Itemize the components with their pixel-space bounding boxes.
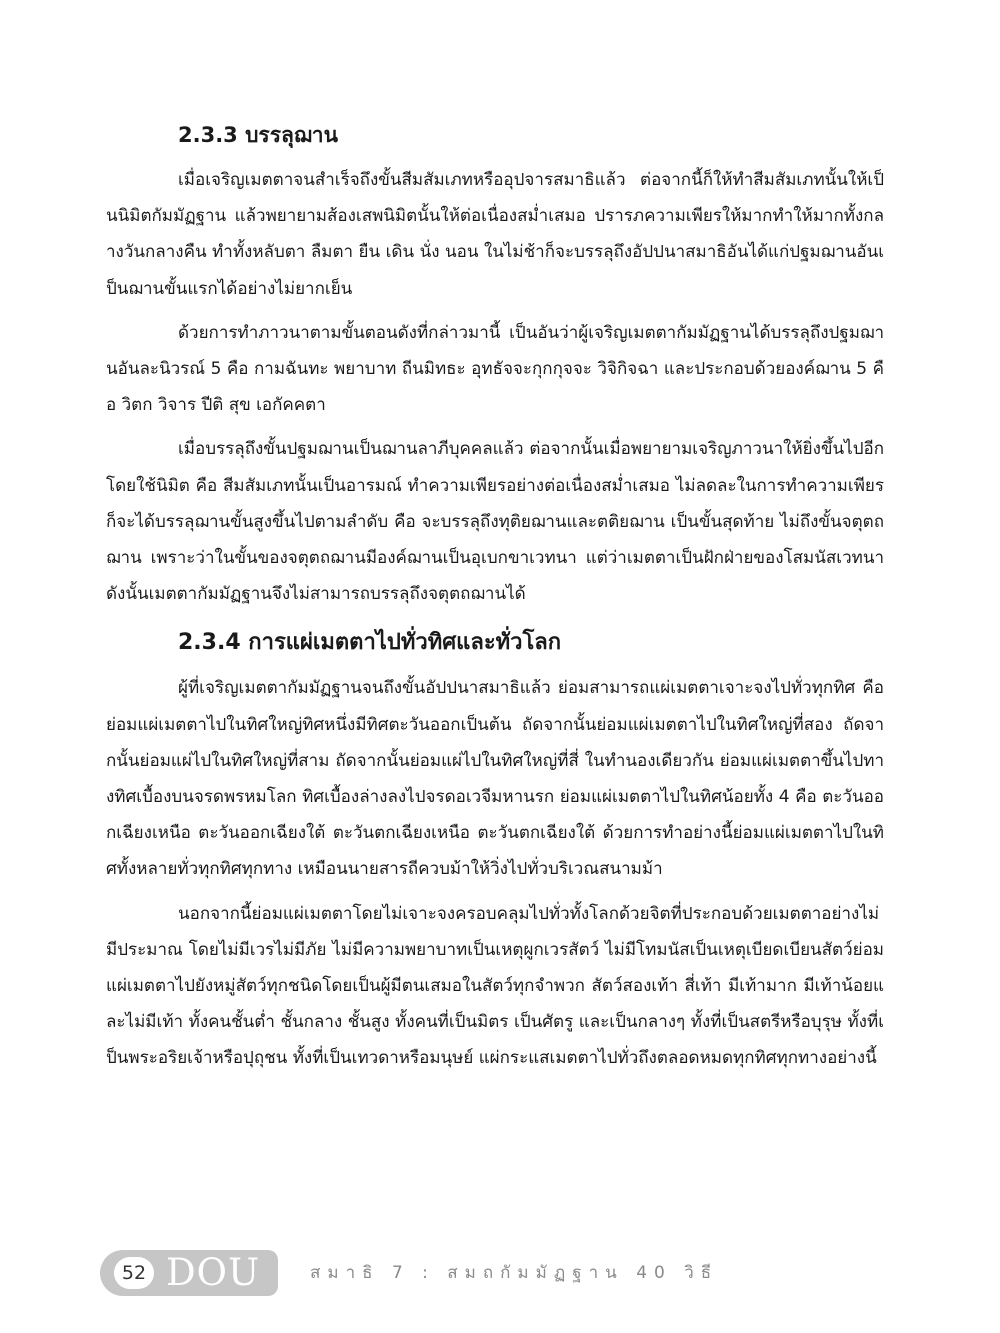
brand-logo: DOU (166, 1251, 261, 1294)
page-content (106, 118, 884, 1085)
section-2-3-3 (106, 118, 884, 612)
paragraph: เมื่อเจริญเมตตาจนสำเร็จถึงขั้นสีมสัมเภทหรืออุปจารสมาธิแล้ว ต่อจากนี้ก็ให้ทำสีมสัมเภทนั้นให้เป็นนิมิตกัมมัฏฐาน แล้วพยายามส้องเสพนิมิตนั้นให้ต่อเนื่องสม่ำเสมอ ปรารภความเพียรให้มากทำให้มากทั้งกลางวันกลางคืน ทำทั้งหลับตา ลืมตา ยืน เดิน นั่ง นอน ในไม่ช้าก็จะบรรลุถึงอัปปนาสมาธิอันได้แก่ปฐมฌานอันเป็นฌานขั้นแรกได้อย่างไม่ยากเย็น (106, 170, 884, 299)
book-title: สมาธิ 7 : สมถกัมมัฏฐาน 40 วิธี (310, 1263, 719, 1283)
paragraph: ผู้ที่เจริญเมตตากัมมัฏฐานจนถึงขั้นอัปปนาสมาธิแล้ว ย่อมสามารถแผ่เมตตาเจาะจงไปทั่วทุกทิศ คือ ย่อมแผ่เมตตาไปในทิศใหญ่ทิศหนึ่งมีทิศตะวันออกเป็นต้น ถัดจากนั้นย่อมแผ่เมตตาไปในทิศใหญ่ที่สอง ถัดจากนั้นย่อมแผ่ไปในทิศใหญ่ที่สาม ถัดจากนั้นย่อมแผ่ไปในทิศใหญ่ที่สี่ ในทำนองเดียวกัน ย่อมแผ่เมตตาขึ้นไปทางทิศเบื้องบนจรดพรหมโลก ทิศเบื้องล่างลงไปจรดอเวจีมหานรก ย่อมแผ่เมตตาไปในทิศน้อยทั้ง 4 คือ ตะวันออกเฉียงเหนือ ตะวันออกเฉียงใต้ ตะวันตกเฉียงเหนือ ตะวันตกเฉียงใต้ ด้วยการทำอย่างนี้ย่อมแผ่เมตตาไปในทิศทั้งหลายทั่วทุกทิศทุกทาง เหมือนนายสารถีควบม้าให้วิ่งไปทั่วบริเวณสนามม้า (106, 678, 884, 880)
page-footer (100, 1250, 900, 1298)
paragraph: นอกจากนี้ย่อมแผ่เมตตาโดยไม่เจาะจงครอบคลุมไปทั่วทั้งโลกด้วยจิตที่ประกอบด้วยเมตตาอย่างไม่มีประมาณ โดยไม่มีเวรไม่มีภัย ไม่มีความพยาบาทเป็นเหตุผูกเวรสัตว์ ไม่มีโทมนัสเป็นเหตุเบียดเบียนสัตว์ย่อมแผ่เมตตาไปยังหมู่สัตว์ทุกชนิดโดยเป็นผู้มีตนเสมอในสัตว์ทุกจำพวก สัตว์สองเท้า สี่เท้า มีเท้ามาก มีเท้าน้อยและไม่มีเท้า ทั้งคนชั้นต่ำ ชั้นกลาง ชั้นสูง ทั้งคนที่เป็นมิตร เป็นศัตรู และเป็นกลางๆ ทั้งที่เป็นสตรีหรือบุรุษ ทั้งที่เป็นพระอริยเจ้าหรือปุถุชน ทั้งที่เป็นเทวดาหรือมนุษย์ แผ่กระแสเมตตาไปทั่วถึงตลอดหมดทุกทิศทุกทางอย่างนี้ (106, 903, 884, 1069)
section-heading: 2.3.4 การแผ่เมตตาไปทั่วทิศและทั่วโลก (178, 630, 562, 656)
paragraph: เมื่อบรรลุถึงขั้นปฐมฌานเป็นฌานลาภีบุคคลแล้ว ต่อจากนั้นเมื่อพยายามเจริญภาวนาให้ยิ่งขึ้นไปอีก โดยใช้นิมิต คือ สีมสัมเภทนั้นเป็นอารมณ์ ทำความเพียรอย่างต่อเนื่องสม่ำเสมอ ไม่ลดละในการทำความเพียร ก็จะได้บรรลุฌานขั้นสูงขึ้นไปตามลำดับ คือ จะบรรลุถึงทุติยฌานและตติยฌาน เป็นขั้นสุดท้าย ไม่ถึงขั้นจตุตถฌาน เพราะว่าในขั้นของจตุตถฌานมีองค์ฌานเป็นอุเบกขาเวทนา แต่ว่าเมตตาเป็นฝักฝ่ายของโสมนัสเวทนา ดังนั้นเมตตากัมมัฏฐานจึงไม่สามารถบรรลุถึงจตุตถฌานได้ (106, 439, 884, 605)
page-number: 52 (114, 1257, 154, 1289)
footer-badge (100, 1250, 278, 1296)
section-2-3-4 (106, 626, 884, 1076)
paragraph: ด้วยการทำภาวนาตามขั้นตอนดังที่กล่าวมานี้ เป็นอันว่าผู้เจริญเมตตากัมมัฏฐานได้บรรลุถึงปฐมฌานอันละนิวรณ์ 5 คือ กามฉันทะ พยาบาท ถีนมิทธะ อุทธัจจะกุกกุจจะ วิจิกิจฉา และประกอบด้วยองค์ฌาน 5 คือ วิตก วิจาร ปีติ สุข เอกัคคตา (106, 322, 884, 416)
section-heading: 2.3.3 บรรลุฌาน (178, 123, 338, 147)
